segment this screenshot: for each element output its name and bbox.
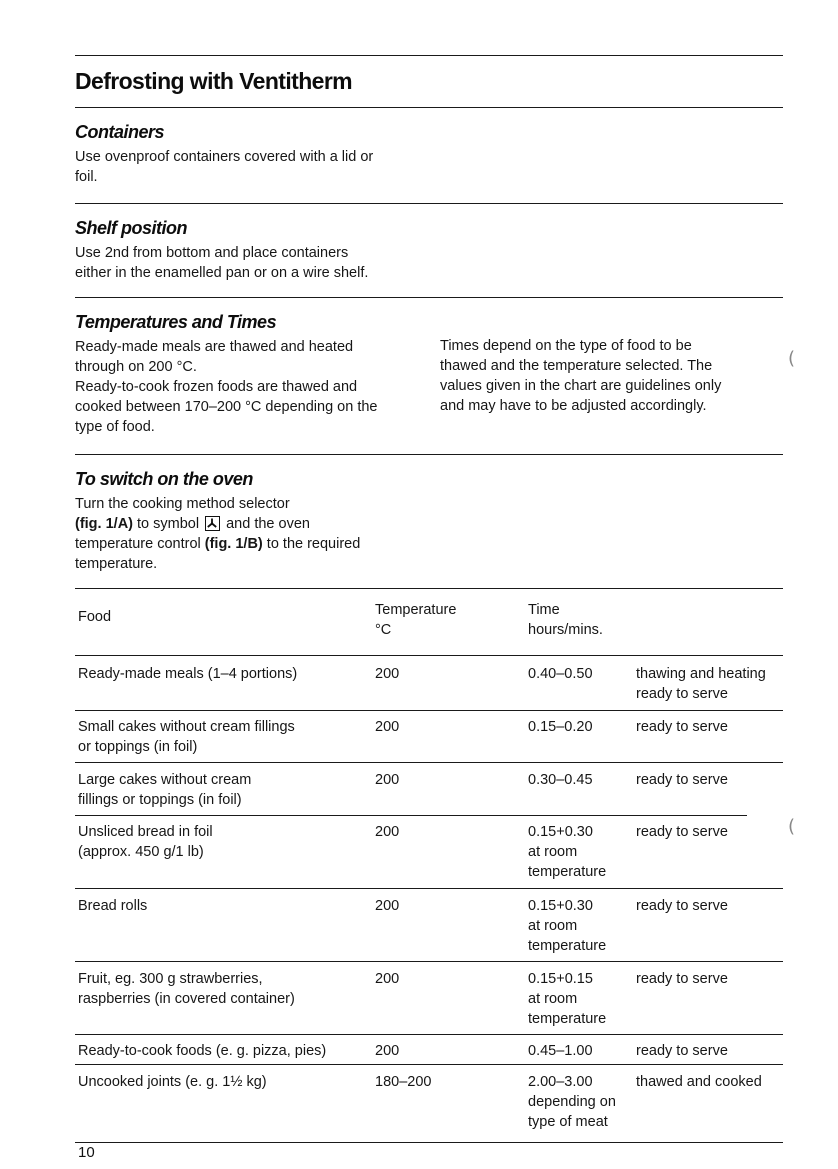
cell-time (528, 1072, 638, 1132)
body-line: thawed and the temperature selected. The (440, 358, 713, 374)
scan-artifact: ( (788, 816, 796, 837)
cell-text: 0.40–0.50 (528, 666, 593, 682)
header-temperature-label: Temperature (375, 602, 457, 618)
header-food: Food (78, 609, 112, 625)
cell-food (78, 664, 368, 684)
cell-text: (approx. 450 g/1 lb) (78, 844, 204, 860)
cell-food (78, 1072, 368, 1092)
cell-time (528, 969, 638, 1029)
cell-text: 0.15+0.30 (528, 898, 593, 914)
divider (75, 888, 783, 889)
divider (75, 1034, 783, 1035)
section-containers (75, 122, 373, 187)
cell-text: Ready-made meals (1–4 portions) (78, 666, 298, 682)
cell-food (78, 822, 368, 862)
cell-text: 2.00–3.00 (528, 1074, 593, 1090)
cell-text: 0.15+0.15 (528, 971, 593, 987)
cell-time (528, 770, 638, 790)
cell-text: at room (528, 918, 578, 934)
cell-time (528, 1041, 638, 1061)
body-line: Ready-made meals are thawed and heated (75, 339, 354, 355)
body-line: foil. (75, 169, 98, 185)
cell-temperature: 200 (375, 1043, 400, 1059)
body-line: and may have to be adjusted accordingly. (440, 398, 707, 414)
divider (75, 815, 747, 816)
divider (75, 203, 783, 204)
cell-time (528, 822, 638, 882)
cell-food (78, 896, 368, 916)
cell-text: ready to serve (636, 971, 728, 987)
fig-reference-a: (fig. 1/A) (75, 516, 133, 532)
body-line: either in the enamelled pan or on a wire shelf. (75, 265, 369, 281)
cell-text: ready to serve (636, 1043, 728, 1059)
header-time-unit: hours/mins. (528, 622, 603, 638)
cell-food (78, 770, 368, 810)
cell-time (528, 896, 638, 956)
section-temperatures-times (75, 312, 425, 437)
body-line: Turn the cooking method selector (75, 496, 290, 512)
section-shelf-position (75, 218, 368, 283)
divider (75, 1064, 783, 1065)
cell-note (636, 717, 786, 737)
cell-text: 0.15–0.20 (528, 719, 593, 735)
divider (75, 297, 783, 298)
cell-text: raspberries (in covered container) (78, 991, 295, 1007)
cell-text: ready to serve (636, 719, 728, 735)
section-switch-on (75, 469, 435, 574)
cell-text: ready to serve (636, 898, 728, 914)
cell-text: at room (528, 991, 578, 1007)
cell-note (636, 1041, 786, 1061)
cell-note (636, 770, 786, 790)
cell-temperature: 200 (375, 824, 400, 840)
cell-time (528, 664, 638, 684)
header-time-label: Time (528, 602, 560, 618)
section-heading: To switch on the oven (75, 469, 253, 489)
cell-text: temperature (528, 938, 607, 954)
fan-symbol-icon (205, 516, 220, 531)
cell-note (636, 1072, 786, 1092)
cell-temperature: 200 (375, 666, 400, 682)
cell-text: type of meat (528, 1114, 608, 1130)
cell-text: Unsliced bread in foil (78, 824, 213, 840)
cell-text: Small cakes without cream fillings (78, 719, 295, 735)
cell-text: Ready-to-cook foods (e. g. pizza, pies) (78, 1043, 327, 1059)
body-line (75, 514, 435, 534)
divider (75, 655, 783, 656)
section-heading: Temperatures and Times (75, 312, 277, 332)
body-line: temperature. (75, 556, 158, 572)
cell-temperature: 200 (375, 772, 400, 788)
cell-text: 0.30–0.45 (528, 772, 593, 788)
cell-temperature: 180–200 (375, 1074, 432, 1090)
divider (75, 454, 783, 455)
cell-text: Bread rolls (78, 898, 148, 914)
section-heading: Containers (75, 122, 165, 142)
body-line: Use 2nd from bottom and place containers (75, 245, 349, 261)
divider (75, 710, 783, 711)
cell-note (636, 664, 786, 704)
cell-food (78, 1041, 368, 1061)
divider (75, 588, 783, 589)
body-line: values given in the chart are guidelines only (440, 378, 722, 394)
divider (75, 961, 783, 962)
inline-text: temperature control (75, 536, 205, 552)
cell-text: thawing and heating (636, 666, 766, 682)
cell-text: or toppings (in foil) (78, 739, 198, 755)
cell-time (528, 717, 638, 737)
section-heading: Shelf position (75, 218, 187, 238)
cell-note (636, 896, 786, 916)
cell-text: ready to serve (636, 686, 728, 702)
body-line: through on 200 °C. (75, 359, 197, 375)
cell-text: 0.45–1.00 (528, 1043, 593, 1059)
cell-text: temperature (528, 864, 607, 880)
header-temperature (375, 600, 515, 640)
divider (75, 1142, 783, 1143)
cell-text: Uncooked joints (e. g. 1½ kg) (78, 1074, 267, 1090)
body-line: cooked between 170–200 °C depending on the (75, 399, 378, 415)
divider (75, 55, 783, 56)
page-number: 10 (78, 1144, 95, 1161)
scan-artifact: ( (788, 348, 796, 369)
cell-text: at room (528, 844, 578, 860)
inline-text: to symbol (133, 516, 200, 532)
page-title: Defrosting with Ventitherm (75, 68, 353, 94)
header-temperature-unit: °C (375, 622, 392, 638)
inline-text: and the oven (226, 516, 310, 532)
body-line (75, 534, 435, 554)
cell-text: thawed and cooked (636, 1074, 762, 1090)
header-time (528, 600, 638, 640)
times-note-column (440, 336, 780, 416)
cell-food (78, 717, 368, 757)
divider (75, 107, 783, 108)
cell-text: Large cakes without cream (78, 772, 252, 788)
cell-text: ready to serve (636, 772, 728, 788)
cell-text: Fruit, eg. 300 g strawberries, (78, 971, 263, 987)
cell-text: 0.15+0.30 (528, 824, 593, 840)
cell-temperature: 200 (375, 719, 400, 735)
cell-note (636, 822, 786, 842)
body-line: Use ovenproof containers covered with a lid or (75, 149, 374, 165)
fig-reference-b: (fig. 1/B) (204, 536, 263, 552)
body-line: Times depend on the type of food to be (440, 338, 692, 354)
cell-food (78, 969, 368, 1009)
cell-temperature: 200 (375, 971, 400, 987)
cell-text: temperature (528, 1011, 607, 1027)
cell-text: ready to serve (636, 824, 728, 840)
body-line: type of food. (75, 419, 155, 435)
cell-text: fillings or toppings (in foil) (78, 792, 242, 808)
cell-text: depending on (528, 1094, 616, 1110)
divider (75, 762, 783, 763)
cell-note (636, 969, 786, 989)
inline-text: to the required (262, 536, 361, 552)
body-line: Ready-to-cook frozen foods are thawed and (75, 379, 358, 395)
cell-temperature: 200 (375, 898, 400, 914)
